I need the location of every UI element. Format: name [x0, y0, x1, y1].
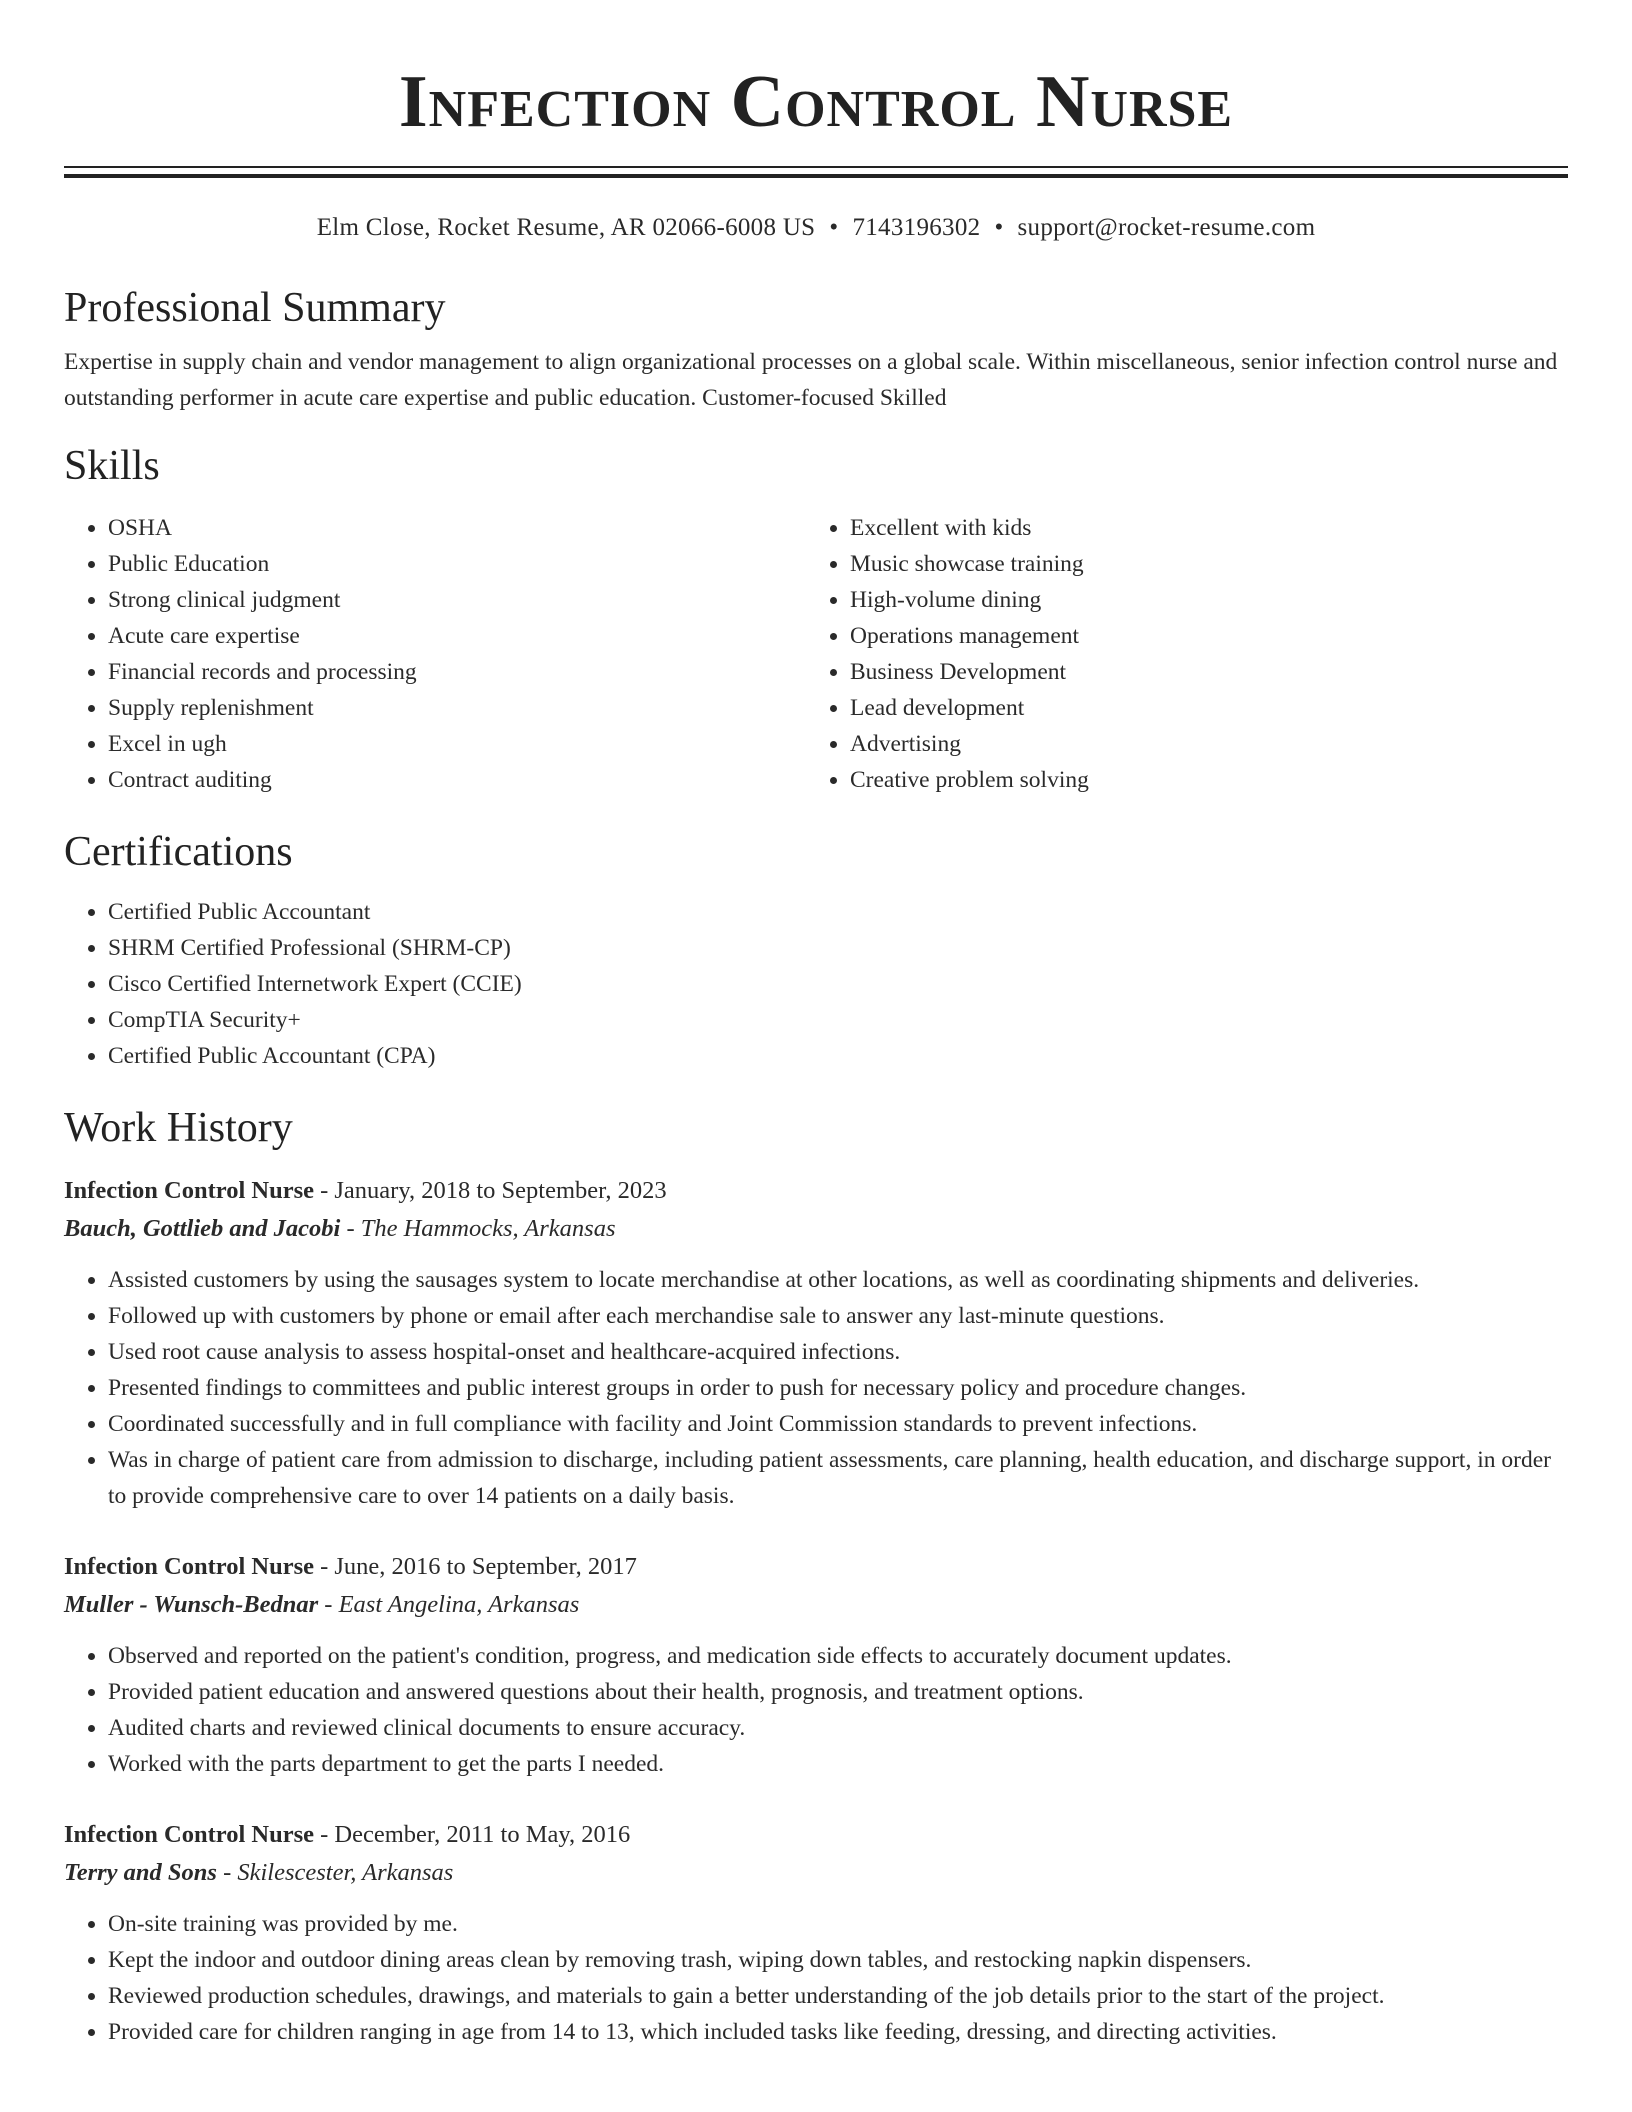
job-bullet: • On-site training was provided by me.	[108, 1906, 1568, 1942]
job-entry	[64, 1548, 1568, 1782]
job-company: Muller - Wunsch-Bednar	[64, 1591, 319, 1618]
summary-heading: Professional Summary	[64, 285, 446, 331]
job-company: Bauch, Gottlieb and Jacobi	[64, 1215, 341, 1242]
job-title-line	[64, 1816, 1568, 1854]
job-bullet: • Provided patient education and answered questions about their health, prognosis, and treatment options.	[108, 1674, 1568, 1710]
job-title-line	[64, 1548, 1568, 1586]
job-bullet: • Observed and reported on the patient's condition, progress, and medication side effects to accurately document updates.	[108, 1638, 1568, 1674]
job-title: Infection Control Nurse	[64, 1821, 314, 1848]
skill-item: • Operations management	[850, 618, 1548, 654]
certification-item: • Cisco Certified Internetwork Expert (CCIE)	[108, 966, 1568, 1002]
job-title: Infection Control Nurse	[64, 1177, 314, 1204]
contact-phone: 7143196302	[852, 214, 981, 241]
job-location: - Skilescester, Arkansas	[216, 1859, 454, 1886]
bullet-separator: •	[994, 214, 1004, 241]
skill-item: • Excellent with kids	[850, 510, 1548, 546]
certification-item: • SHRM Certified Professional (SHRM-CP)	[108, 930, 1568, 966]
job-location: - East Angelina, Arkansas	[318, 1591, 580, 1618]
job-bullet: • Reviewed production schedules, drawings, and materials to gain a better understanding of the job details prior to the start of the project.	[108, 1978, 1568, 2014]
job-company-line	[64, 1854, 1568, 1892]
certifications-list	[64, 894, 1568, 1074]
skills-list-left	[64, 510, 806, 798]
job-entry	[64, 1172, 1568, 1514]
skill-item: • Lead development	[850, 690, 1548, 726]
job-dates: - January, 2018 to September, 2023	[313, 1177, 667, 1204]
skill-item: • Advertising	[850, 726, 1548, 762]
skill-item: • Acute care expertise	[108, 618, 806, 654]
job-title-line	[64, 1172, 1568, 1210]
job-entry	[64, 1816, 1568, 2050]
skill-item: • Contract auditing	[108, 762, 806, 798]
job-bullet: • Coordinated successfully and in full compliance with facility and Joint Commission standards to prevent infections.	[108, 1406, 1568, 1442]
contact-address: Elm Close, Rocket Resume, AR 02066-6008 US	[316, 214, 816, 241]
job-dates: - December, 2011 to May, 2016	[313, 1821, 631, 1848]
job-bullet: • Audited charts and reviewed clinical documents to ensure accuracy.	[108, 1710, 1568, 1746]
bullet-separator: •	[829, 214, 839, 241]
job-bullets	[64, 1638, 1568, 1782]
skills-list-right	[806, 510, 1548, 798]
skills-section	[64, 440, 1568, 798]
certification-item: • Certified Public Accountant	[108, 894, 1568, 930]
certifications-section	[64, 826, 1568, 1074]
skills-column-left	[64, 510, 806, 798]
work-history-heading: Work History	[64, 1105, 293, 1151]
job-bullet: • Assisted customers by using the sausages system to locate merchandise at other locations, as well as coordinating shipments and deliveries.	[108, 1262, 1568, 1298]
job-company-line	[64, 1586, 1568, 1624]
job-bullet: • Was in charge of patient care from admission to discharge, including patient assessments, care planning, health education, and discharge support, in order to provide comprehensive care to over 14 patients on a daily basis.	[108, 1442, 1568, 1514]
job-company: Terry and Sons	[64, 1859, 217, 1886]
skill-item: • Supply replenishment	[108, 690, 806, 726]
skill-item: • High-volume dining	[850, 582, 1548, 618]
skill-item: • Public Education	[108, 546, 806, 582]
skill-item: • OSHA	[108, 510, 806, 546]
contact-email[interactable]: support@rocket-resume.com	[1017, 214, 1316, 241]
skill-item: • Strong clinical judgment	[108, 582, 806, 618]
summary-section	[64, 282, 1568, 416]
job-bullet: • Followed up with customers by phone or email after each merchandise sale to answer any last-minute questions.	[108, 1298, 1568, 1334]
job-bullet: • Kept the indoor and outdoor dining areas clean by removing trash, wiping down tables, and restocking napkin dispensers.	[108, 1942, 1568, 1978]
header-rule-thin	[64, 166, 1568, 168]
skill-item: • Music showcase training	[850, 546, 1548, 582]
job-bullets	[64, 1262, 1568, 1514]
skills-heading: Skills	[64, 443, 160, 489]
job-dates: - June, 2016 to September, 2017	[313, 1553, 637, 1580]
job-bullet: • Used root cause analysis to assess hospital-onset and healthcare-acquired infections.	[108, 1334, 1568, 1370]
skills-column-right	[806, 510, 1548, 798]
certifications-heading: Certifications	[64, 829, 293, 875]
resume-name: Infection Control Nurse	[398, 61, 1234, 143]
job-company-line	[64, 1210, 1568, 1248]
job-bullet: • Presented findings to committees and public interest groups in order to push for necessary policy and procedure changes.	[108, 1370, 1568, 1406]
work-history-section	[64, 1102, 1568, 2050]
skill-item: • Excel in ugh	[108, 726, 806, 762]
skill-item: • Financial records and processing	[108, 654, 806, 690]
contact-line	[64, 212, 1568, 244]
header-rule-thick	[64, 174, 1568, 178]
job-location: - The Hammocks, Arkansas	[340, 1215, 616, 1242]
certification-item: • CompTIA Security+	[108, 1002, 1568, 1038]
job-title: Infection Control Nurse	[64, 1553, 314, 1580]
skill-item: • Creative problem solving	[850, 762, 1548, 798]
certification-item: • Certified Public Accountant (CPA)	[108, 1038, 1568, 1074]
job-bullet: • Provided care for children ranging in age from 14 to 13, which included tasks like feeding, dressing, and directing activities.	[108, 2014, 1568, 2050]
job-bullets	[64, 1906, 1568, 2050]
summary-text: Expertise in supply chain and vendor management to align organizational processes on a global scale. Within miscellaneous, senior infection control nurse and outstanding performer in acute care expertise and public education. Customer-focused Skilled	[64, 349, 1558, 411]
skills-columns	[64, 510, 1568, 798]
skill-item: • Business Development	[850, 654, 1548, 690]
job-bullet: • Worked with the parts department to get the parts I needed.	[108, 1746, 1568, 1782]
